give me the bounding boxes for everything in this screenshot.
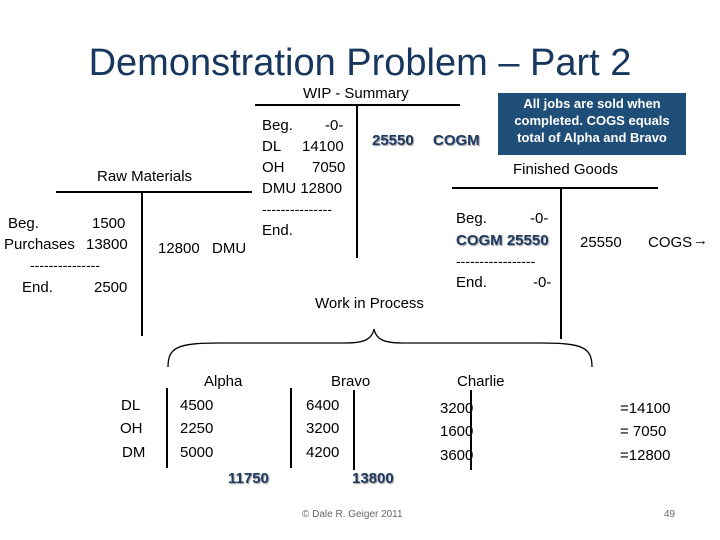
fg-end-label: End. — [456, 274, 487, 291]
job-alpha-dm: 5000 — [180, 444, 214, 461]
wip-beg-label: Beg. — [262, 117, 293, 134]
fg-beg-label: Beg. — [456, 210, 487, 227]
job-bravo-dm: 4200 — [306, 444, 340, 461]
callout-line-1: All jobs are sold when — [523, 96, 661, 111]
alpha-right-line — [290, 388, 292, 468]
bravo-right-line — [353, 390, 355, 470]
fg-t-account-divider — [560, 187, 562, 339]
wip-end-label: End. — [262, 222, 293, 239]
raw-beg-label: Beg. — [8, 215, 39, 232]
raw-t-account-top-line — [56, 191, 252, 193]
finished-goods-heading: Finished Goods — [513, 161, 619, 178]
wip-dl-label: DL — [262, 138, 282, 155]
wip-credit-label: COGM — [433, 132, 480, 149]
page-number: 49 — [664, 509, 676, 520]
wip-summary-heading: WIP - Summary — [303, 85, 409, 102]
callout-line-3: total of Alpha and Bravo — [517, 130, 667, 145]
wip-dashes: --------------- — [262, 201, 332, 217]
fg-beg-value: -0- — [530, 210, 549, 227]
wip-credit-value: 25550 — [372, 132, 414, 149]
job-row-label-oh: OH — [120, 420, 143, 437]
raw-purchases-value: 13800 — [86, 236, 128, 253]
job-total-dl: =14100 — [620, 400, 671, 417]
callout-line-2: completed. COGS equals — [514, 113, 670, 128]
raw-purchases-label: Purchases — [4, 236, 75, 253]
fg-credit-label: COGS — [648, 234, 693, 251]
job-charlie-dm: 3600 — [440, 447, 474, 464]
raw-t-account-divider — [141, 191, 143, 336]
wip-oh-label: OH — [262, 159, 285, 176]
job-alpha-name: Alpha — [204, 373, 243, 390]
raw-dashes: --------------- — [30, 257, 100, 273]
wip-t-account-divider — [356, 104, 358, 258]
raw-credit-value: 12800 — [158, 240, 200, 257]
fg-cogm: COGM 25550 — [456, 232, 549, 249]
wip-oh-value: 7050 — [312, 159, 346, 176]
job-alpha-total: 11750 — [228, 470, 269, 487]
wip-dl-value: 14100 — [302, 138, 344, 155]
fg-credit-value: 25550 — [580, 234, 622, 251]
raw-end-value: 2500 — [94, 279, 128, 296]
job-charlie-oh: 1600 — [440, 423, 474, 440]
slide-title: Demonstration Problem – Part 2 — [88, 42, 632, 84]
wip-caption: Work in Process — [315, 295, 424, 312]
job-alpha-dl: 4500 — [180, 397, 214, 414]
alpha-left-line — [166, 388, 168, 468]
job-total-dm: =12800 — [620, 447, 671, 464]
footer-copyright: © Dale R. Geiger 2011 — [302, 509, 403, 520]
wip-beg-value: -0- — [325, 117, 344, 134]
job-total-oh: = 7050 — [620, 423, 667, 440]
job-bravo-name: Bravo — [331, 373, 371, 390]
job-charlie-dl: 3200 — [440, 400, 474, 417]
job-row-label-dl: DL — [121, 397, 141, 414]
raw-beg-value: 1500 — [92, 215, 126, 232]
raw-end-label: End. — [22, 279, 53, 296]
wip-dmu: DMU 12800 — [262, 180, 343, 197]
job-alpha-oh: 2250 — [180, 420, 214, 437]
raw-materials-heading: Raw Materials — [97, 168, 193, 185]
job-bravo-oh: 3200 — [306, 420, 340, 437]
raw-credit-label: DMU — [212, 240, 247, 257]
job-bravo-total: 13800 — [352, 470, 394, 487]
fg-end-value: -0- — [533, 274, 552, 291]
job-bravo-dl: 6400 — [306, 397, 340, 414]
brace-icon — [160, 325, 605, 370]
job-row-label-dm: DM — [122, 444, 146, 461]
callout-box — [498, 93, 686, 155]
arrow-right-icon: → — [693, 232, 708, 249]
fg-t-account-top-line — [452, 187, 658, 189]
job-charlie-name: Charlie — [457, 373, 505, 390]
fg-dashes: ----------------- — [456, 253, 536, 269]
